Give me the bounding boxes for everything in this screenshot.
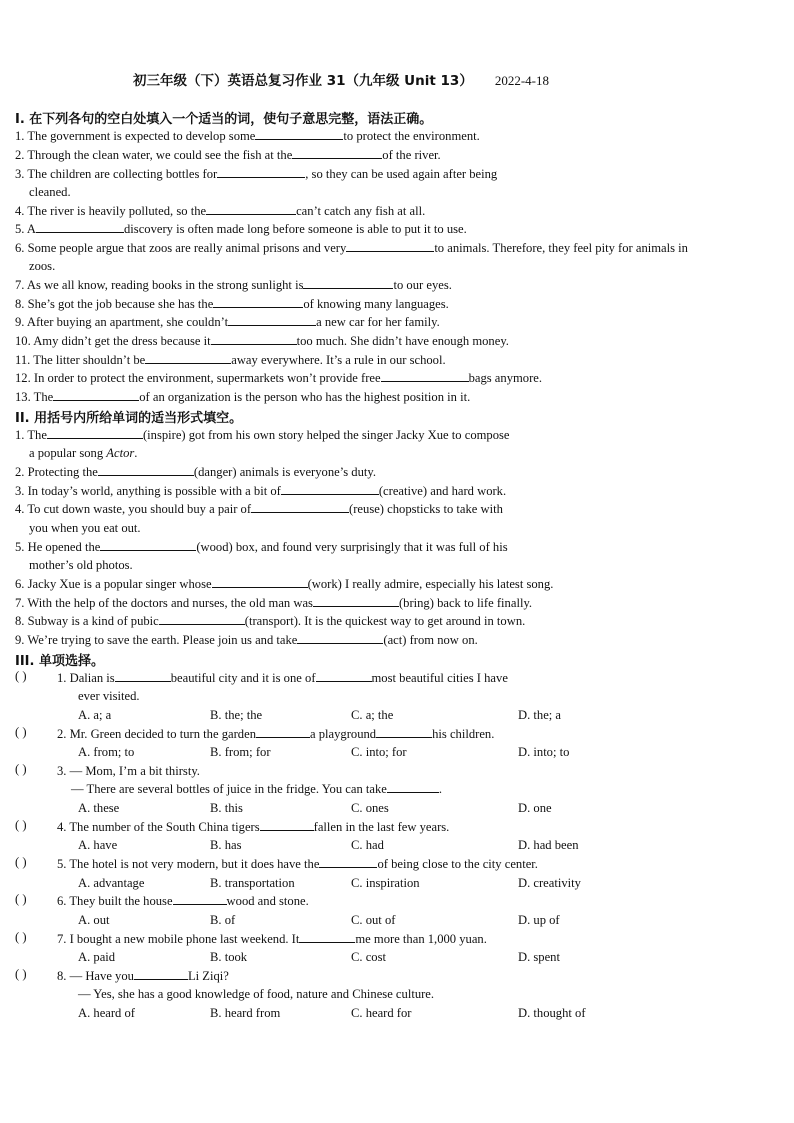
mc-q5-part1: 5. The hotel is not very modern, but it does have the [57,857,320,871]
option-a[interactable]: A. from; to [78,745,135,759]
option-b[interactable]: B. this [210,801,243,815]
answer-blank[interactable] [228,313,316,326]
s1-item-9-post: a new car for her family. [316,315,440,329]
answer-blank[interactable] [346,239,434,252]
s2-item-1-pre: 1. The [15,428,47,442]
page-title [133,69,549,89]
answer-blank[interactable] [251,500,349,513]
mc-q8-part2: Li Ziqi? [187,969,229,983]
s1-item-6-post: to animals. Therefore, they feel pity for animals in [434,241,688,255]
s1-item-1-pre: 1. The government is expected to develop some [15,129,256,143]
s2-item-9 [15,631,478,649]
option-d[interactable]: D. into; to [518,745,570,759]
mc-question-4 [57,818,449,836]
s1-item-10-pre: 10. Amy didn’t get the dress because it [15,334,211,348]
mc-q7-part2: me more than 1,000 yuan. [355,932,487,946]
s2-item-2-pre: 2. Protecting the [15,465,98,479]
s2-item-6-pre: 6. Jacky Xue is a popular singer whose [15,577,212,591]
s1-item-9-pre: 9. After buying an apartment, she couldn’t [15,315,229,329]
answer-blank[interactable] [115,669,171,682]
s2-item-5-post: (wood) box, and found very surprisingly that it was full of his [196,540,508,554]
s1-item-4-pre: 4. The river is heavily polluted, so the [15,204,207,218]
answer-paren[interactable]: ( ) [15,725,27,739]
s1-item-5 [15,220,467,238]
option-a[interactable]: A. out [78,913,110,927]
s1-item-6-pre: 6. Some people argue that zoos are really animal prisons and very [15,241,347,255]
section-3-heading: III. 单项选择。 [15,654,104,669]
s1-item-8-post: of knowing many languages. [303,297,449,311]
answer-blank[interactable] [159,612,245,625]
s2-item-8 [15,612,525,630]
s1-item-1-post: to protect the environment. [343,129,480,143]
mc-q1-cont: ever visited. [78,689,140,703]
option-d[interactable]: D. had been [518,838,579,852]
s1-item-3 [15,165,497,183]
s1-item-12-post: bags anymore. [468,371,543,385]
answer-blank[interactable] [212,575,308,588]
s2-item-9-pre: 9. We’re trying to save the earth. Please join us and take [15,633,298,647]
s1-item-3-pre: 3. The children are collecting bottles for [15,167,218,181]
answer-blank[interactable] [211,332,297,345]
answer-paren[interactable]: ( ) [15,762,27,776]
s1-item-2-post: of the river. [382,148,441,162]
s1-item-3-cont: cleaned. [29,185,71,199]
mc-question-8 [57,967,229,985]
mc-q6-part2: wood and stone. [226,894,309,908]
option-b[interactable]: B. from; for [210,745,271,759]
s2-item-5-cont: mother’s old photos. [29,558,133,572]
s2-item-7-post: (bring) back to life finally. [398,596,533,610]
s2-item-4 [15,500,503,518]
option-b[interactable]: B. has [210,838,242,852]
mc-question-3: 3. — Mom, I’m a bit thirsty. [57,764,200,778]
mc-q1-part3: most beautiful cities I have [371,671,508,685]
mc-question-7 [57,930,487,948]
s1-item-8 [15,295,449,313]
answer-paren[interactable]: ( ) [15,818,27,832]
mc-q2-part1: 2. Mr. Green decided to turn the garden [57,727,256,741]
mc-q3-cont-post: . [438,782,443,796]
s2-item-1-cont-pre: a popular song [29,446,107,460]
mc-q4-part1: 4. The number of the South China tigers [57,820,260,834]
mc-question-6 [57,892,309,910]
answer-blank[interactable] [260,818,314,831]
answer-blank[interactable] [100,538,196,551]
answer-blank[interactable] [36,220,124,233]
option-d[interactable]: D. thought of [518,1006,586,1020]
s2-item-3 [15,482,506,500]
option-d[interactable]: D. one [518,801,552,815]
mc-q8-part1: 8. — Have you [57,969,134,983]
option-a[interactable]: A. a; a [78,708,112,722]
option-d[interactable]: D. the; a [518,708,562,722]
mc-q3-cont [71,780,442,798]
option-d[interactable]: D. spent [518,950,560,964]
s1-item-10-post: too much. She didn’t have enough money. [296,334,509,348]
answer-blank[interactable] [316,669,372,682]
date: 2022-4-18 [494,73,549,88]
option-b[interactable]: B. the; the [210,708,263,722]
answer-blank[interactable] [387,780,439,793]
s2-item-3-post: (creative) and hard work. [378,484,507,498]
mc-question-1 [57,669,508,687]
option-d[interactable]: D. up of [518,913,560,927]
s2-item-8-pre: 8. Subway is a kind of pubic [15,614,159,628]
answer-blank[interactable] [303,276,393,289]
answer-blank[interactable] [173,892,227,905]
option-c[interactable]: C. a; the [351,708,394,722]
s2-item-7-pre: 7. With the help of the doctors and nurses, the old man was [15,596,313,610]
s1-item-4 [15,202,425,220]
s2-item-2 [15,463,376,481]
answer-blank[interactable] [47,426,143,439]
s2-item-5-pre: 5. He opened the [15,540,101,554]
answer-blank[interactable] [145,351,231,364]
s1-item-2-pre: 2. Through the clean water, we could see the fish at the [15,148,293,162]
answer-blank[interactable] [134,967,188,980]
answer-blank[interactable] [255,127,343,140]
mc-question-2 [57,725,494,743]
s1-item-6 [15,239,688,257]
s2-item-6-post: (work) I really admire, especially his latest song. [307,577,554,591]
s1-item-10 [15,332,509,350]
s2-item-5 [15,538,508,556]
option-a[interactable]: A. these [78,801,120,815]
s1-item-9 [15,313,440,331]
answer-blank[interactable] [319,855,377,868]
answer-blank[interactable] [381,369,469,382]
answer-blank[interactable] [206,202,296,215]
option-a[interactable]: A. heard of [78,1006,135,1020]
option-c[interactable]: C. heard for [351,1006,412,1020]
s2-item-1-cont [29,444,137,462]
option-b[interactable]: B. of [210,913,236,927]
mc-q1-part2: beautiful city and it is one of [170,671,316,685]
section-2-heading: II. 用括号内所给单词的适当形式填空。 [15,411,243,426]
mc-q2-part3: his children. [432,727,495,741]
song-title: Actor [106,446,135,460]
answer-blank[interactable] [313,594,399,607]
answer-blank[interactable] [297,631,383,644]
option-b[interactable]: B. took [210,950,248,964]
mc-q6-part1: 6. They built the house [57,894,173,908]
s2-item-1-cont-post: . [134,446,138,460]
answer-paren[interactable]: ( ) [15,669,27,683]
s1-item-8-pre: 8. She’s got the job because she has the [15,297,214,311]
option-d[interactable]: D. creativity [518,876,581,890]
s2-item-3-pre: 3. In today’s world, anything is possible with a bit of [15,484,281,498]
s2-item-1 [15,426,510,444]
answer-blank[interactable] [292,146,382,159]
s2-item-4-pre: 4. To cut down waste, you should buy a pair of [15,502,252,516]
answer-paren[interactable]: ( ) [15,967,27,981]
mc-q7-part1: 7. I bought a new mobile phone last weekend. It [57,932,300,946]
option-c[interactable]: C. had [351,838,384,852]
section-1-heading: I. 在下列各句的空白处填入一个适当的词，使句子意思完整，语法正确。 [15,112,433,127]
s2-item-4-post: (reuse) chopsticks to take with [349,502,503,516]
mc-q4-part2: fallen in the last few years. [313,820,450,834]
s1-item-7-post: to our eyes. [393,278,452,292]
answer-paren[interactable]: ( ) [15,855,27,869]
s1-item-6-cont: zoos. [29,259,56,273]
option-c[interactable]: C. cost [351,950,386,964]
option-a[interactable]: A. advantage [78,876,145,890]
option-c[interactable]: C. out of [351,913,396,927]
mc-q3-cont-text: — There are several bottles of juice in the fridge. You can take [71,782,387,796]
mc-q1-part1: 1. Dalian is [57,671,115,685]
answer-blank[interactable] [53,388,139,401]
s1-item-11-post: away everywhere. It’s a rule in our school. [231,353,446,367]
option-c[interactable]: C. into; for [351,745,407,759]
answer-blank[interactable] [256,725,310,738]
s1-item-5-post: discovery is often made long before someone is able to put it to use. [124,222,467,236]
s2-item-7 [15,594,532,612]
answer-blank[interactable] [281,482,379,495]
s2-item-1-post: (inspire) got from his own story helped the singer Jacky Xue to compose [142,428,510,442]
answer-blank[interactable] [376,725,432,738]
option-b[interactable]: B. heard from [210,1006,281,1020]
answer-blank[interactable] [213,295,303,308]
s1-item-7 [15,276,452,294]
answer-paren[interactable]: ( ) [15,930,27,944]
answer-paren[interactable]: ( ) [15,892,27,906]
option-a[interactable]: A. have [78,838,118,852]
s1-item-13-post: of an organization is the person who has the highest position in it. [139,390,471,404]
option-b[interactable]: B. transportation [210,876,295,890]
answer-blank[interactable] [299,930,355,943]
s1-item-13-pre: 13. The [15,390,54,404]
option-c[interactable]: C. inspiration [351,876,420,890]
mc-q5-part2: of being close to the city center. [377,857,538,871]
answer-blank[interactable] [217,165,305,178]
s1-item-2 [15,146,441,164]
answer-blank[interactable] [98,463,194,476]
mc-question-5 [57,855,538,873]
option-a[interactable]: A. paid [78,950,116,964]
s1-item-13 [15,388,470,406]
s2-item-8-post: (transport). It is the quickest way to get around in town. [244,614,526,628]
s1-item-5-pre: 5. A [15,222,36,236]
s2-item-6 [15,575,553,593]
s1-item-1 [15,127,480,145]
title-text: 初三年级（下）英语总复习作业 31（九年级 Unit 13） [133,73,473,89]
mc-q2-part2: a playground [310,727,377,741]
s1-item-12-pre: 12. In order to protect the environment, supermarkets won’t provide free [15,371,381,385]
s2-item-9-post: (act) from now on. [383,633,478,647]
s1-item-4-post: can’t catch any fish at all. [296,204,426,218]
s2-item-4-cont: you when you eat out. [29,521,141,535]
s1-item-3-post: , so they can be used again after being [305,167,498,181]
s2-item-2-post: (danger) animals is everyone’s duty. [193,465,376,479]
option-c[interactable]: C. ones [351,801,389,815]
s1-item-7-pre: 7. As we all know, reading books in the strong sunlight is [15,278,304,292]
s1-item-11-pre: 11. The litter shouldn’t be [15,353,146,367]
s1-item-11 [15,351,446,369]
s1-item-12 [15,369,542,387]
mc-q8-cont: — Yes, she has a good knowledge of food, nature and Chinese culture. [78,987,435,1001]
